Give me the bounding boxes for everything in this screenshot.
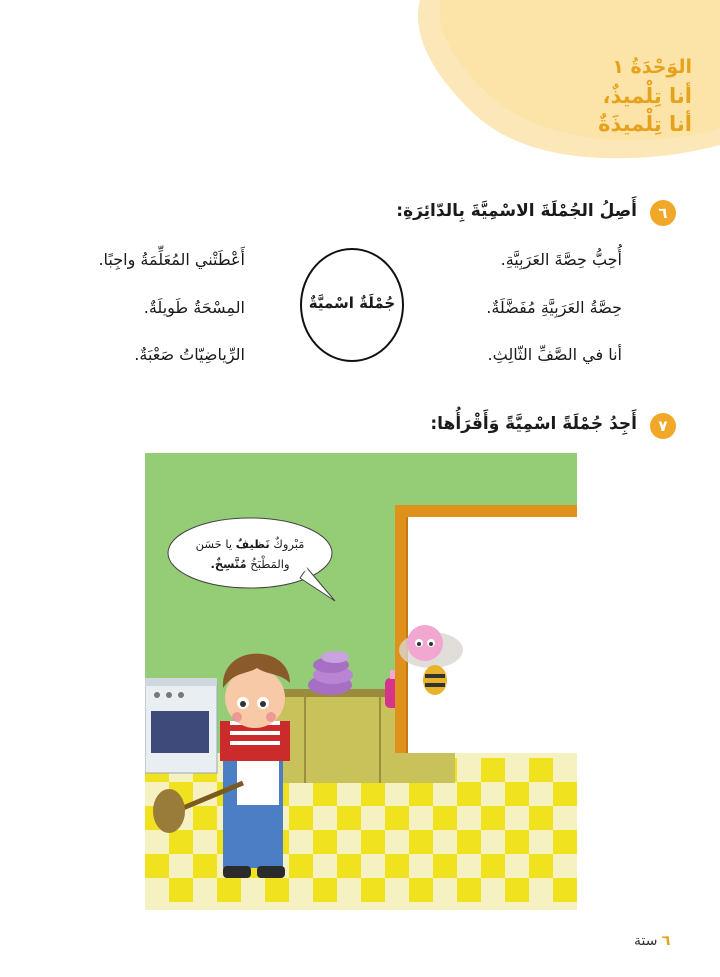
speech-word-almatbakh: والمَطْبَخُ: [250, 557, 290, 571]
unit-title-line1: أنا تِلْميذٌ،: [602, 84, 692, 108]
unit-title-line2: أنا تِلْميذَةٌ: [598, 112, 692, 136]
left-sentence-3[interactable]: الرِّياضِيّاتُ صَعْبَةٌ.: [134, 345, 245, 364]
circle-label: جُمْلَةٌ اسْميَّةٌ: [308, 294, 396, 312]
left-sentence-1[interactable]: أَعْطَتْني المُعَلِّمَةُ واجِبًا.: [98, 250, 245, 269]
page-word: ستة: [634, 933, 658, 949]
speech-word-ya-hasan: يا حَسَن: [195, 537, 233, 551]
speech-line-1: [188, 537, 312, 551]
exercise-7-number: ٧: [650, 413, 676, 439]
unit-title: [598, 82, 692, 138]
speech-word-muttasikh: مُتَّسِخٌ.: [210, 557, 247, 571]
stove: [145, 678, 217, 773]
left-sentence-2[interactable]: المِسْحَةُ طَويلَةٌ.: [143, 298, 245, 317]
speech-line-2: [188, 557, 312, 571]
speech-word-nathif: نَظيفٌ: [235, 537, 270, 551]
exercise-6-number: ٦: [650, 200, 676, 226]
exercise-7-instruction: أَجِدُ جُمْلَةً اسْمِيَّةً وَأَقْرَأُها:: [430, 414, 637, 434]
exercise-6-instruction: أَصِلُ الجُمْلَةَ الاسْمِيَّةَ بِالدّائِرَةِ:: [396, 201, 637, 221]
page-number: ٦: [661, 933, 671, 949]
kitchen-illustration: [145, 453, 577, 910]
right-sentence-1[interactable]: أُحِبُّ حِصَّةَ العَرَبِيَّةِ.: [500, 250, 622, 269]
right-sentence-3[interactable]: أنا في الصَّفِّ الثّالِثِ.: [487, 345, 622, 364]
unit-label: الوَحْدَةُ ١: [612, 56, 692, 78]
right-sentence-2[interactable]: حِصَّةُ العَرَبِيَّةِ مُفَضَّلَةٌ.: [486, 298, 622, 317]
page-footer: [634, 933, 670, 949]
speech-word-mabrook: مَبْروكٌ: [273, 537, 305, 551]
